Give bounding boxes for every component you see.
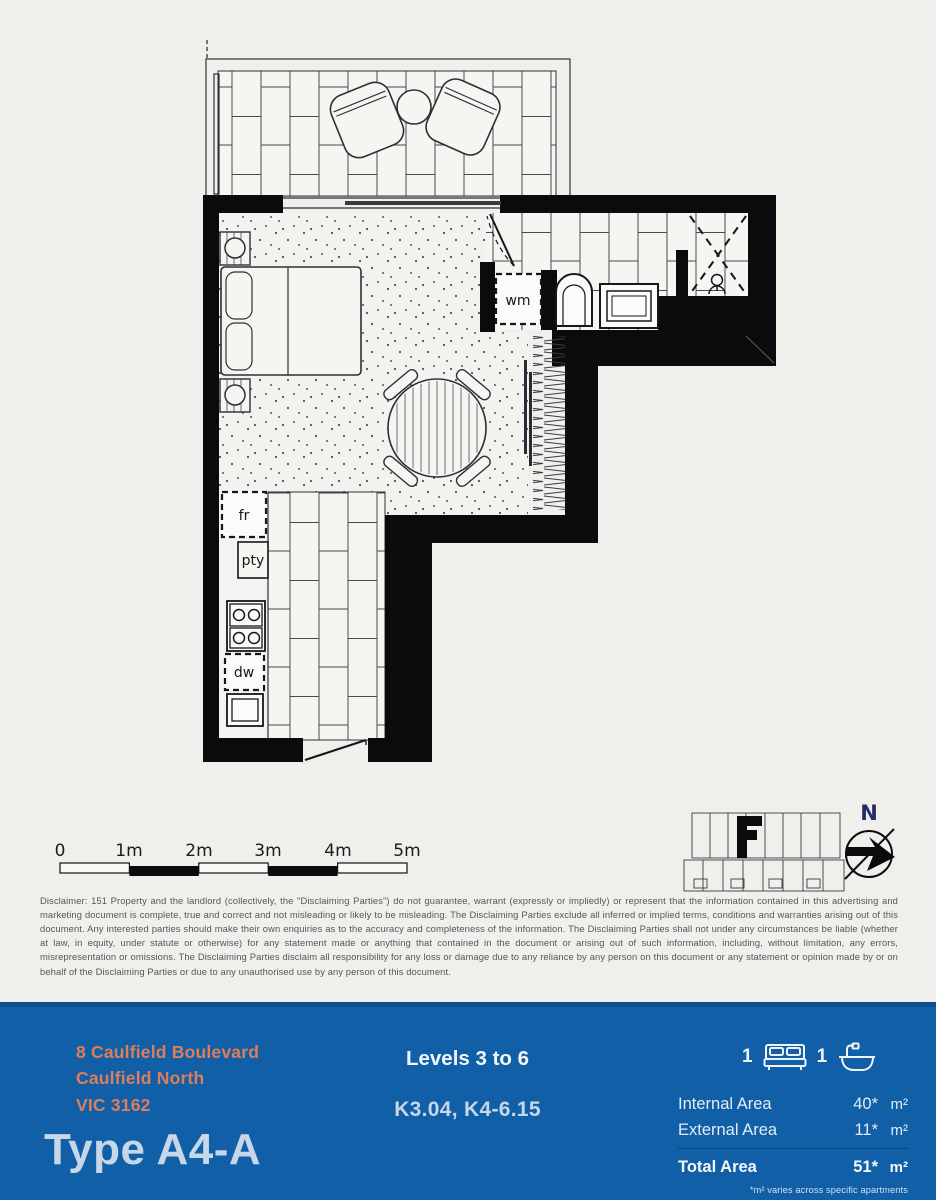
dishwasher-label: dw — [233, 665, 255, 681]
nightstand — [220, 379, 250, 412]
washing-machine-label: wm — [505, 293, 531, 309]
total-area-row — [678, 1158, 908, 1177]
address-line: 8 Caulfield Boulevard — [76, 1042, 260, 1062]
levels-label: Levels 3 to 6 — [405, 1047, 530, 1070]
address-line: VIC 3162 — [76, 1094, 151, 1115]
toilet — [556, 274, 592, 326]
bath-icon — [837, 1041, 877, 1073]
bed-bath-counts — [742, 1041, 912, 1073]
area-unit: m² — [889, 1159, 908, 1176]
dining-table — [382, 368, 492, 489]
key-plan — [684, 813, 844, 891]
type-label: Type A4-A — [44, 1125, 262, 1174]
area-footnote: *m² varies across specific apartments — [749, 1185, 908, 1195]
area-value: 11* — [854, 1121, 878, 1139]
area-table — [678, 1095, 908, 1184]
area-value: 40* — [853, 1095, 878, 1113]
fridge-label: fr — [238, 508, 250, 524]
kitchen-floor — [268, 492, 385, 740]
address — [76, 1039, 259, 1118]
north-label: N — [860, 801, 878, 825]
entry-door — [305, 740, 366, 760]
scale-tick: 2m — [185, 841, 213, 861]
sink — [227, 694, 263, 726]
nightstand — [220, 232, 250, 265]
external-area-row — [678, 1121, 908, 1140]
cooktop — [227, 601, 265, 651]
scale-tick: 5m — [393, 841, 421, 861]
balcony — [206, 40, 570, 196]
apartment-codes: K3.04, K4-6.15 — [394, 1098, 541, 1121]
area-label: Internal Area — [678, 1095, 772, 1113]
disclaimer-text: Disclaimer: 151 Property and the landlord (collectively, the "Disclaiming Parties") do not guarantee, warrant (expressly or impliedly) or represent that the information contained in this advertising and marketing document is complete, true and correct and not misleading or likely to be misleading. The Disclaiming Parties exclude all inferred or implied terms, conditions and warranties arising out of this document. Any interested parties should make their own enquiries as to the accuracy and completeness of the information. The Disclaiming Parties shall not under any circumstances be liable (whether at law, in equity, under statute or otherwise) for any statement made or anything that contained in the document or arising out of such information, including, without limitation, any errors, misrepresentation or omissions. The Disclaiming Parties disclaim all responsibility for any loss or damage due to any reliance by any person on this document or any statement or opinion made by or on behalf of the Disclaiming Parties or due to any unauthorised use by any person of this document. — [40, 895, 898, 977]
area-unit: m² — [890, 1122, 908, 1139]
levels-block — [345, 1047, 590, 1122]
balcony-sliding-door — [283, 198, 501, 208]
scale-tick: 0 — [54, 841, 66, 861]
area-unit: m² — [890, 1096, 908, 1113]
internal-area-row — [678, 1095, 908, 1114]
bedroom-count: 1 — [742, 1046, 753, 1067]
key-plan-unit-highlight — [737, 816, 762, 858]
bed-icon — [763, 1042, 807, 1072]
area-value: 51* — [853, 1158, 878, 1176]
area-label: Total Area — [678, 1158, 757, 1176]
scale-tick: 1m — [115, 841, 143, 861]
balcony-table — [397, 90, 431, 124]
wardrobe — [524, 336, 565, 510]
address-line: Caulfield North — [76, 1068, 205, 1089]
area-label: External Area — [678, 1121, 778, 1139]
compass — [845, 801, 895, 879]
footer-panel — [0, 1002, 936, 1200]
scale-tick: 3m — [254, 841, 282, 861]
scale-bar — [55, 841, 421, 876]
bathroom-count: 1 — [816, 1046, 828, 1067]
scale-tick: 4m — [324, 841, 352, 861]
pantry-label: pty — [241, 553, 265, 569]
bed — [221, 267, 361, 375]
area-divider — [678, 1148, 908, 1149]
vanity-basin — [600, 284, 658, 328]
